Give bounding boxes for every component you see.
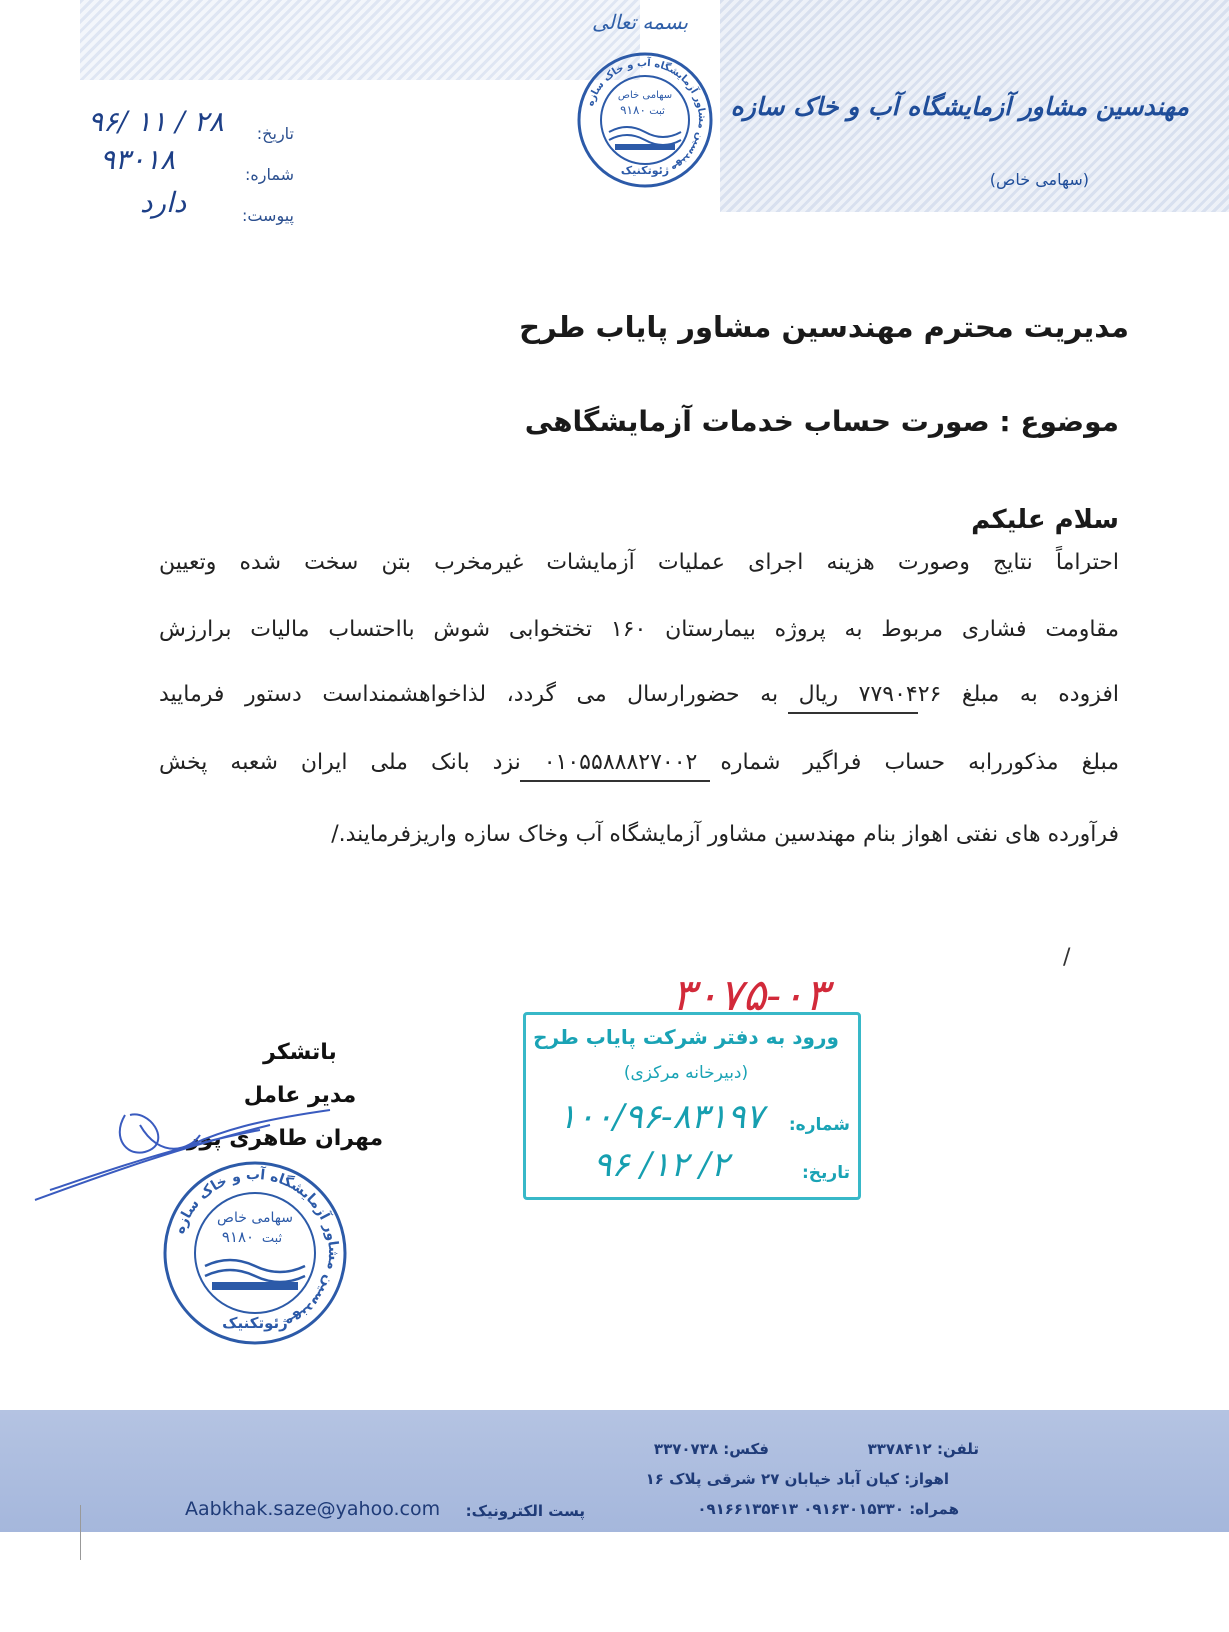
seal-bottom-number: ۹۱۸۰ <box>221 1228 255 1246</box>
stamp-subtitle: (دبیرخانه مرکزی) <box>623 1063 749 1083</box>
footer-phone: تلفن: ۳۳۷۸۴۱۲ <box>867 1440 979 1458</box>
stamp-number-value: ۱۰۰/۹۶-۸۳۱۹۷ <box>558 1097 764 1137</box>
body-line: مقاومت فشاری مربوط به پروژه بیمارستان ۱۶۰ تختخوابی شوش بااحتساب مالیات برارزش <box>159 617 1119 642</box>
receipt-stamp <box>523 1012 861 1200</box>
company-name: مهندسین مشاور آزمایشگاه آب و خاک سازه <box>730 92 1189 121</box>
seal-top-number: ۹۱۸۰ <box>620 103 646 117</box>
footer-email: Aabkhak.saze@yahoo.com <box>185 1498 441 1520</box>
company-seal-top <box>575 50 715 190</box>
company-seal-bottom <box>160 1158 350 1348</box>
company-type: (سهامی خاص) <box>989 170 1089 189</box>
stamp-date-label: تاریخ: <box>802 1163 850 1183</box>
seal-bottom-bottom-word: ژئوتکنیک <box>222 1314 288 1332</box>
date-value: ۹۶/ ۱۱ / ۲۸ <box>88 105 224 138</box>
closing-thanks: باتشکر <box>263 1040 337 1065</box>
amount-underline <box>788 712 918 714</box>
closing-title: مدیر عامل <box>243 1083 357 1108</box>
body-line: افزوده به مبلغ ۷۷۹۰۴۲۶ ریال به حضورارسال می گردد، لذاخواهشمنداست دستور فرمایید <box>159 682 1119 707</box>
seal-top-bottom-word: ژئوتکنیک <box>620 164 670 177</box>
account-underline <box>520 780 710 782</box>
recipient: مدیریت محترم مهندسین مشاور پایاب طرح <box>519 310 1129 344</box>
greeting: سلام علیکم <box>971 505 1119 535</box>
seal-top-line2: ثبت <box>649 106 665 117</box>
seal-top-ring-text: مهندسین مشاور آزمایشگاه آب و خاک سازه <box>584 57 708 175</box>
footer-fax: فکس: ۳۳۷۰۷۳۸ <box>653 1440 769 1458</box>
body-line: احتراماً نتایج وصورت هزینه اجرای عملیات آزمایشات غیرمخرب بتن سخت شده وتعیین <box>159 550 1119 575</box>
handwritten-code: ۳۰۷۵-۰۳ <box>671 970 829 1021</box>
seal-bottom-ring-text: مهندسین مشاور آزمایشگاه آب و خاک سازه <box>171 1166 342 1332</box>
date-label: تاریخ: <box>256 124 294 143</box>
attachment-value: دارد <box>140 186 187 219</box>
closing-name: مهران طاهری پور <box>186 1126 384 1151</box>
stamp-title: ورود به دفتر شرکت پایاب طرح <box>533 1025 839 1049</box>
footer-mobile: همراه: ۰۹۱۶۳۰۱۵۳۳۰ ۰۹۱۶۶۱۳۵۴۱۳ <box>697 1500 959 1518</box>
stamp-date-value: ۹۶ /۱۲ /۲ <box>593 1145 729 1185</box>
seal-bottom-line2: ثبت <box>261 1231 283 1246</box>
footer-address: اهواز: کیان آباد خیابان ۲۷ شرقی پلاک ۱۶ <box>645 1470 949 1488</box>
seal-top-line1: سهامی خاص <box>617 90 673 101</box>
body-line: فرآورده های نفتی اهواز بنام مهندسین مشاور آزمایشگاه آب وخاک سازه واریزفرمایند./ <box>331 822 1119 847</box>
subject: موضوع : صورت حساب خدمات آزمایشگاهی <box>524 405 1119 438</box>
number-value: ۹۳۰۱۸ <box>100 143 176 176</box>
page-edge-line <box>80 1505 81 1560</box>
bismillah: بسمه تعالی <box>591 10 689 34</box>
stamp-number-label: شماره: <box>788 1115 850 1135</box>
number-label: شماره: <box>244 165 294 184</box>
body-line: مبلغ مذکوررابه حساب فراگیر شماره ۰۱۰۵۵۸۸۸۲۷۰۰۲ نزد بانک ملی ایران شعبه پخش <box>159 750 1119 775</box>
attachment-label: پیوست: <box>241 206 294 225</box>
footer-email-label: پست الکترونیک: <box>465 1502 585 1520</box>
header-pattern-left <box>80 0 640 80</box>
slash-mark: / <box>1063 945 1071 970</box>
seal-bottom-line1: سهامی خاص <box>217 1210 293 1226</box>
